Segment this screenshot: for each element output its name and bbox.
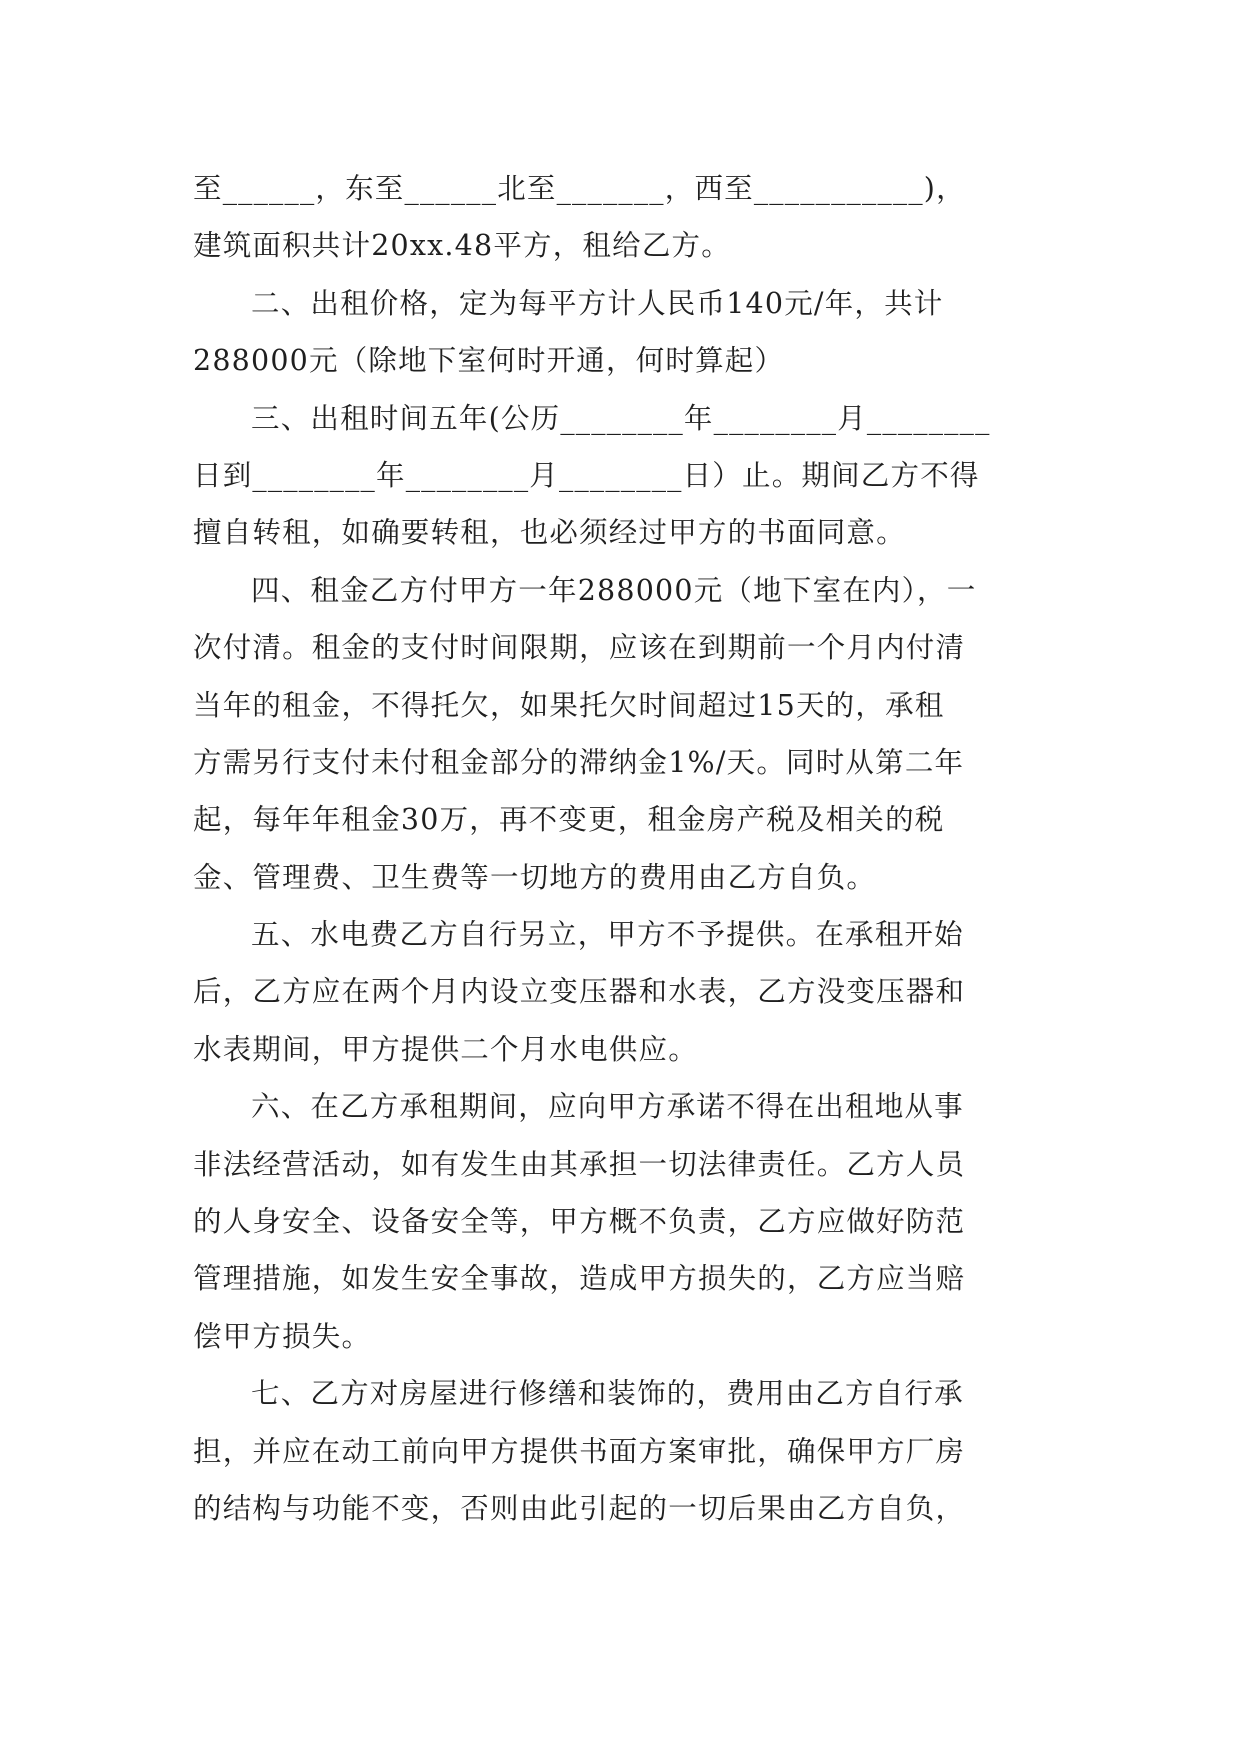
paragraph-p3 — [193, 390, 1063, 562]
text-line: 后，乙方应在两个月内设立变压器和水表，乙方没变压器和 — [193, 975, 966, 1009]
text-line: 的人身安全、设备安全等，甲方概不负责，乙方应做好防范 — [193, 1205, 966, 1239]
text-line: 三、出租时间五年(公历________年________月________ — [251, 401, 991, 435]
document-body — [193, 160, 1063, 1537]
text-line: 四、租金乙方付甲方一年288000元（地下室在内），一 — [251, 573, 977, 607]
paragraph-p1 — [193, 160, 1063, 275]
text-line: 起，每年年租金30万，再不变更，租金房产税及相关的税 — [193, 803, 945, 837]
paragraph-p7 — [193, 1365, 1063, 1537]
paragraph-p2 — [193, 275, 1063, 390]
text-line: 288000元（除地下室何时开通，何时算起） — [193, 344, 785, 378]
text-line: 至______，东至______北至_______，西至___________)， — [193, 172, 966, 205]
paragraph-p4 — [193, 562, 1063, 906]
text-line: 的结构与功能不变，否则由此引起的一切后果由乙方自负， — [193, 1491, 966, 1525]
text-line: 非法经营活动，如有发生由其承担一切法律责任。乙方人员 — [193, 1147, 966, 1181]
text-line: 六、在乙方承租期间，应向甲方承诺不得在出租地从事 — [251, 1090, 964, 1124]
text-line: 七、乙方对房屋进行修缮和装饰的，费用由乙方自行承 — [251, 1377, 964, 1411]
text-line: 当年的租金，不得托欠，如果托欠时间超过15天的，承租 — [193, 688, 945, 722]
text-line: 五、水电费乙方自行另立，甲方不予提供。在承租开始 — [251, 918, 964, 952]
text-line: 日到________年________月________日）止。期间乙方不得 — [193, 458, 980, 492]
text-line: 次付清。租金的支付时间限期，应该在到期前一个月内付清 — [193, 631, 966, 665]
text-line: 擅自转租，如确要转租，也必须经过甲方的书面同意。 — [193, 516, 906, 550]
text-line: 二、出租价格，定为每平方计人民币140元/年，共计 — [251, 286, 944, 320]
text-line: 水表期间，甲方提供二个月水电供应。 — [193, 1032, 698, 1066]
paragraph-p5 — [193, 906, 1063, 1078]
text-line: 方需另行支付未付租金部分的滞纳金1%/天。同时从第二年 — [193, 745, 965, 779]
text-line: 管理措施，如发生安全事故，造成甲方损失的，乙方应当赔 — [193, 1262, 966, 1296]
text-line: 偿甲方损失。 — [193, 1319, 372, 1353]
text-line: 建筑面积共计20xx.48平方，租给乙方。 — [193, 229, 731, 263]
text-line: 金、管理费、卫生费等一切地方的费用由乙方自负。 — [193, 860, 877, 894]
paragraph-p6 — [193, 1078, 1063, 1365]
text-line: 担，并应在动工前向甲方提供书面方案审批，确保甲方厂房 — [193, 1434, 966, 1468]
